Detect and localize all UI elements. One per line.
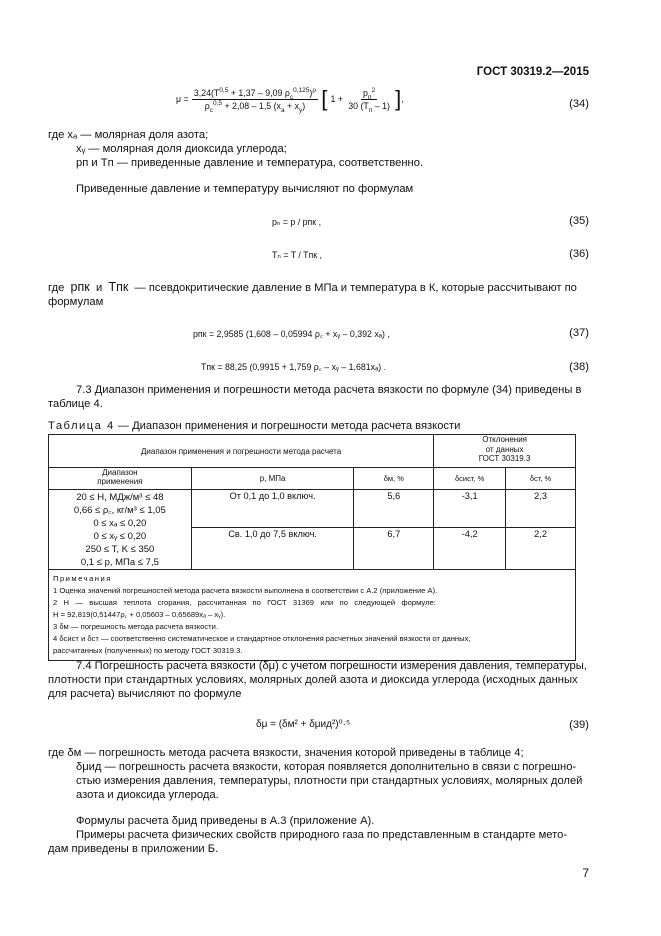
where-3-line-1: где δм — погрешность метода расчета вязкости, значения которой приведены в таблице 4; [48, 747, 524, 759]
table-row [49, 490, 576, 528]
symbol-p-pk: pпк [70, 280, 90, 294]
where-1-line-1: где xₐ — молярная доля азота; [48, 129, 209, 141]
table-col-dst: δст, % [506, 468, 576, 490]
note-1: 1 Оценка значений погрешностей метода расчета вязкости выполнена в соответствии с А.2 (приложение А). [53, 586, 438, 595]
where-2-line-2: формулам [48, 296, 104, 308]
table-cell-dsist: -3,1 [434, 490, 506, 528]
table-head-main: Диапазон применения и погрешности метода расчета [49, 435, 434, 468]
paragraph-final-line-1: Формулы расчета δμид приведены в А.3 (приложение А). [76, 815, 375, 827]
formula-38-number: (38) [569, 361, 589, 373]
table-col-dm: δм, % [354, 468, 434, 490]
bracket-close: ] [395, 86, 402, 111]
formula-38: Tпк = 88,25 (0,9915 + 1,759 ρ꜀ – xᵧ – 1,681xₐ) . [201, 362, 387, 372]
table-cell-p: От 0,1 до 1,0 включ. [191, 490, 354, 528]
paragraph-final-line-2: Примеры расчета физических свойств природного газа по представленным в стандарте мето- [76, 829, 568, 841]
where-3-line-3: стью измерения давления, температуры, плотности при стандартных условиях, молярных долей [76, 775, 583, 787]
note-2-formula: H = 92,819(0,51447ρ꜀ + 0,05603 – 0,65689xₐ – xᵧ). [53, 610, 226, 619]
where-3-line-4: азота и диоксида углерода. [76, 789, 219, 801]
table-header-row-1 [49, 435, 576, 468]
table-cell-dst: 2,3 [506, 490, 576, 528]
formula-39-number: (39) [569, 719, 589, 731]
table-col-range: Диапазон применения [49, 468, 192, 490]
formula-39: δμ = (δм² + δμид²)⁰·⁵ [256, 719, 351, 730]
note-2: 2 H — высшая теплота сгорания, рассчитанная по ГОСТ 31369 или по следующей формуле: [53, 598, 436, 607]
formula-37: pпк = 2,9585 (1,608 – 0,05994 ρ꜀ + xᵧ – 0,392 xₐ) , [193, 329, 390, 339]
formula-36: Tₙ = T / Tпк , [272, 250, 323, 260]
page-number: 7 [582, 866, 589, 880]
table-header-row-2 [49, 468, 576, 490]
table-4-caption: Таблица 4 — Диапазон применения и погрешности метода расчета вязкости [48, 420, 461, 432]
standard-header: ГОСТ 30319.2—2015 [476, 66, 589, 78]
formula-34-number: (34) [569, 98, 589, 110]
paragraph-7-4-line-3: для расчета) вычисляют по формуле [48, 688, 242, 700]
table-notes-row [49, 570, 576, 661]
note-4-cont: рассчитанных (полученных) по методу ГОСТ 30319.3. [53, 646, 243, 655]
formula-37-number: (37) [569, 327, 589, 339]
notes-title: Примечания [53, 574, 112, 583]
paragraph-7-4-line-1: 7.4 Погрешность расчета вязкости (δμ) с учетом погрешности измерения давления, температуры, [76, 660, 587, 672]
table-cell-dst: 2,2 [506, 527, 576, 569]
formula-34-mu: μ = [176, 94, 189, 105]
table-cell-p: Св. 1,0 до 7,5 включ. [191, 527, 354, 569]
note-4: 4 δсист и δст — соответственно систематическое и стандартное отклонения расчетных значений вязкости от данных, [53, 634, 471, 643]
formula-34: μ = $\frac{3,24(T^{0,5} + 1,37 - 9,09 \rho_c^{0,125})^\rho}{\rho_c^{0,5} + 2,08 - 1,5 (x_a + x_y)}$ [ 1 + $\frac{p_п^2}{30 (T_п - 1)}$ ], [176, 86, 404, 114]
bracket-open: [ [321, 86, 328, 111]
paragraph-reduced: Приведенные давление и температуру вычисляют по формулам [76, 183, 414, 195]
paragraph-7-3-line-1: 7.3 Диапазон применения и погрешности метода расчета вязкости по формуле (34) приведены в [76, 384, 582, 396]
formula-35-number: (35) [569, 215, 589, 227]
table-range-cell: 20 ≤ H, МДж/м³ ≤ 48 0,66 ≤ ρ꜀, кг/м³ ≤ 1,05 0 ≤ xₐ ≤ 0,20 0 ≤ xᵧ ≤ 0,20 250 ≤ T, K ≤ 350 0,1 ≤ p, МПа ≤ 7,5 [49, 490, 192, 570]
table-notes [49, 570, 576, 661]
where-1-line-2: xᵧ — молярная доля диоксида углерода; [76, 143, 287, 155]
table-cell-dm: 5,6 [354, 490, 434, 528]
paragraph-7-4-line-2: плотности при стандартных условиях, молярных долей азота и диоксида углерода (исходных данных [48, 674, 578, 686]
formula-34-fraction-1: $\frac{3,24(T^{0,5} + 1,37 - 9,09 \rho_c^{0,125})^\rho}{\rho_c^{0,5} + 2,08 - 1,5 (x_a + x_y)}$ [193, 86, 317, 114]
formula-36-number: (36) [569, 248, 589, 260]
symbol-t-pk: Tпк [108, 280, 129, 294]
table-4 [48, 434, 576, 661]
formula-34-fraction-2: $\frac{p_п^2}{30 (T_п - 1)}$ [348, 86, 390, 114]
table-cell-dm: 6,7 [354, 527, 434, 569]
table-col-pressure: p, МПа [191, 468, 354, 490]
paragraph-7-3-line-2: таблице 4. [48, 398, 103, 410]
table-col-dsist: δсист, % [434, 468, 506, 490]
where-2-line-1: где pпк и Tпк — псевдокритические давление в МПа и температура в К, которые рассчитывают по [48, 280, 577, 294]
table-head-deviations: Отклонения от данных ГОСТ 30319.3 [434, 435, 576, 468]
formula-35: pₙ = p / pпк , [272, 217, 322, 227]
paragraph-final-line-3: дам приведены в приложении Б. [48, 843, 219, 855]
table-cell-dsist: -4,2 [434, 527, 506, 569]
note-3: 3 δм — погрешность метода расчета вязкости. [53, 622, 219, 631]
where-3-line-2: δμид — погрешность расчета вязкости, которая появляется дополнительно в связи с погрешно- [76, 761, 577, 773]
where-1-line-3: pп и Tп — приведенные давление и температура, соответственно. [76, 157, 424, 169]
